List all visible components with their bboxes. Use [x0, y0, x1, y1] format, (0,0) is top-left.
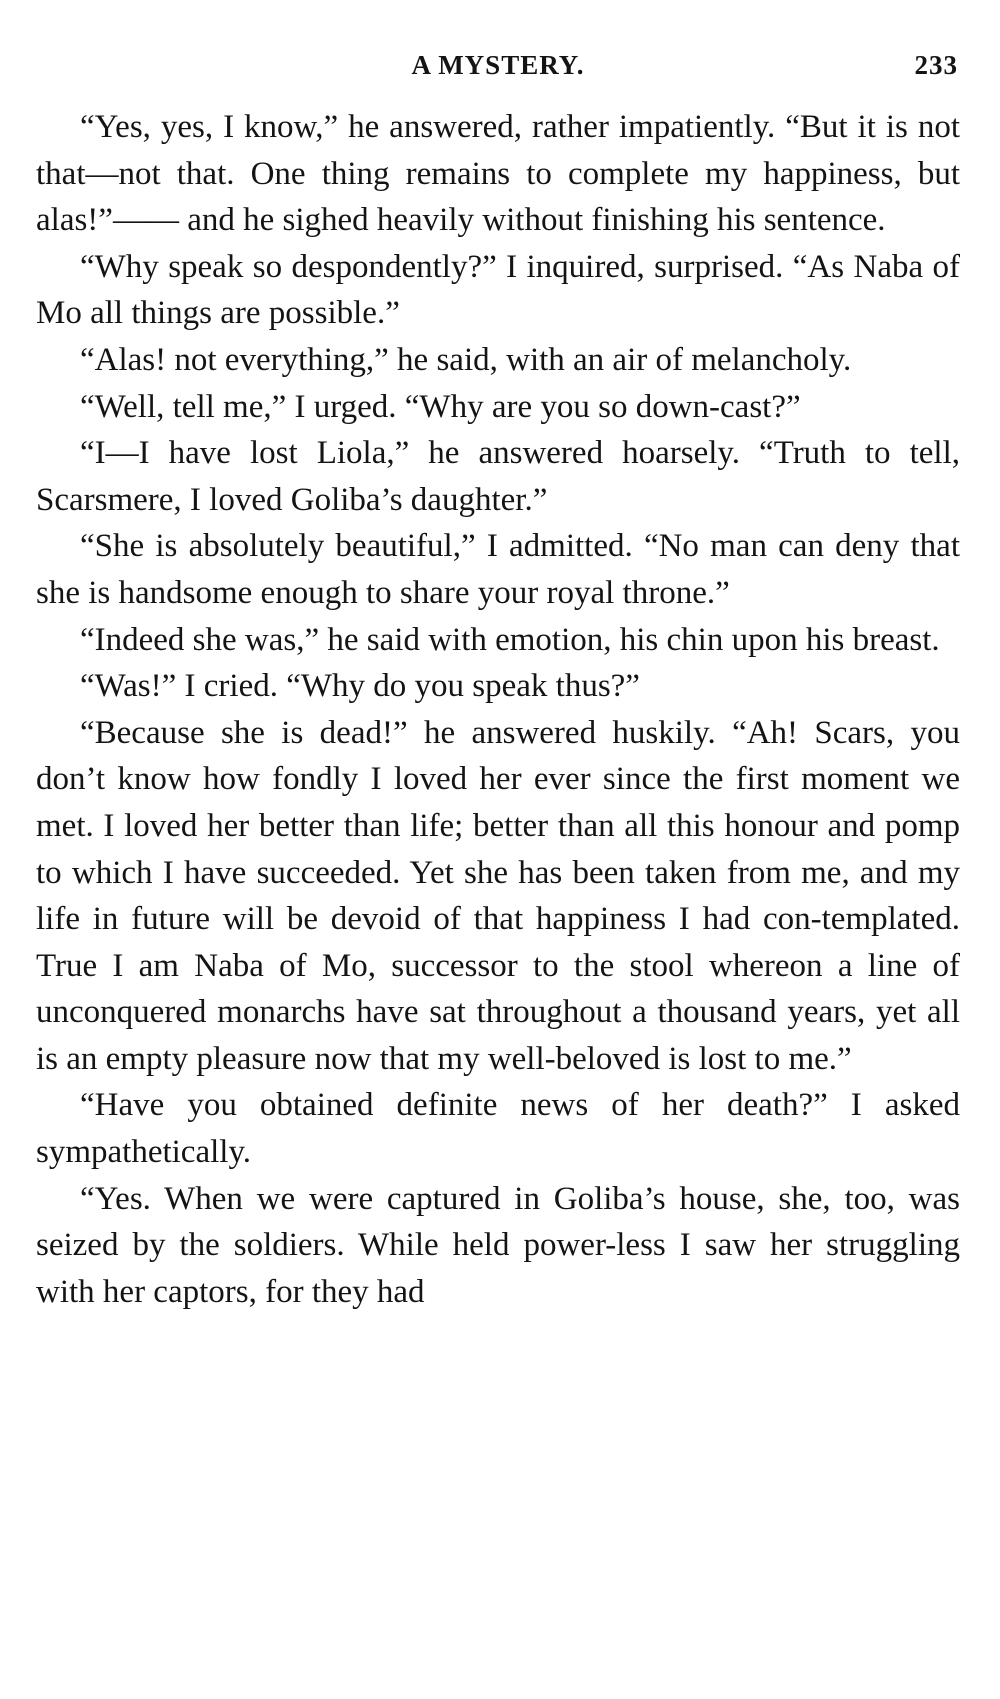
paragraph: “Why speak so despondently?” I inquired, surprised. “As Naba of Mo all things are possible.” [36, 248, 960, 332]
paragraph: “Yes. When we were captured in Goliba’s house, she, too, was seized by the soldiers. While held power-less I saw her struggling with her captors, for they had [36, 1180, 960, 1310]
body-text [36, 104, 960, 1315]
paragraph: “Was!” I cried. “Why do you speak thus?” [80, 668, 640, 705]
paragraph: “Have you obtained definite news of her death?” I asked sympathetically. [36, 1087, 960, 1171]
running-head [36, 50, 960, 104]
paragraph: “Alas! not everything,” he said, with an air of melancholy. [80, 341, 852, 378]
running-title: A MYSTERY. [411, 50, 585, 80]
paragraph: “I—I have lost Liola,” he answered hoarsely. “Truth to tell, Scarsmere, I loved Goliba’s daughter.” [36, 435, 960, 518]
paragraph: “She is absolutely beautiful,” I admitted. “No man can deny that she is handsome enough to share your royal throne.” [36, 528, 960, 611]
book-page [36, 50, 960, 1690]
paragraph: “Well, tell me,” I urged. “Why are you so down-cast?” [80, 388, 801, 425]
paragraph: “Because she is dead!” he answered huskily. “Ah! Scars, you don’t know how fondly I loved her ever since the first moment we met. I loved her better than life; better than all this honour and pomp to which I have succeeded. Yet she has been taken from me, and my life in future will be devoid of that happiness I had con-templated. True I am Naba of Mo, successor to the stool whereon a line of unconquered monarchs have sat throughout a thousand years, yet all is an empty pleasure now that my well-beloved is lost to me.” [36, 714, 960, 1077]
paragraph: “Indeed she was,” he said with emotion, his chin upon his breast. [80, 621, 940, 658]
paragraph: “Yes, yes, I know,” he answered, rather impatiently. “But it is not that—not that. One thing remains to complete my happiness, but alas!”—— and he sighed heavily without finishing his sentence. [36, 109, 960, 239]
page-number: 233 [914, 50, 958, 80]
